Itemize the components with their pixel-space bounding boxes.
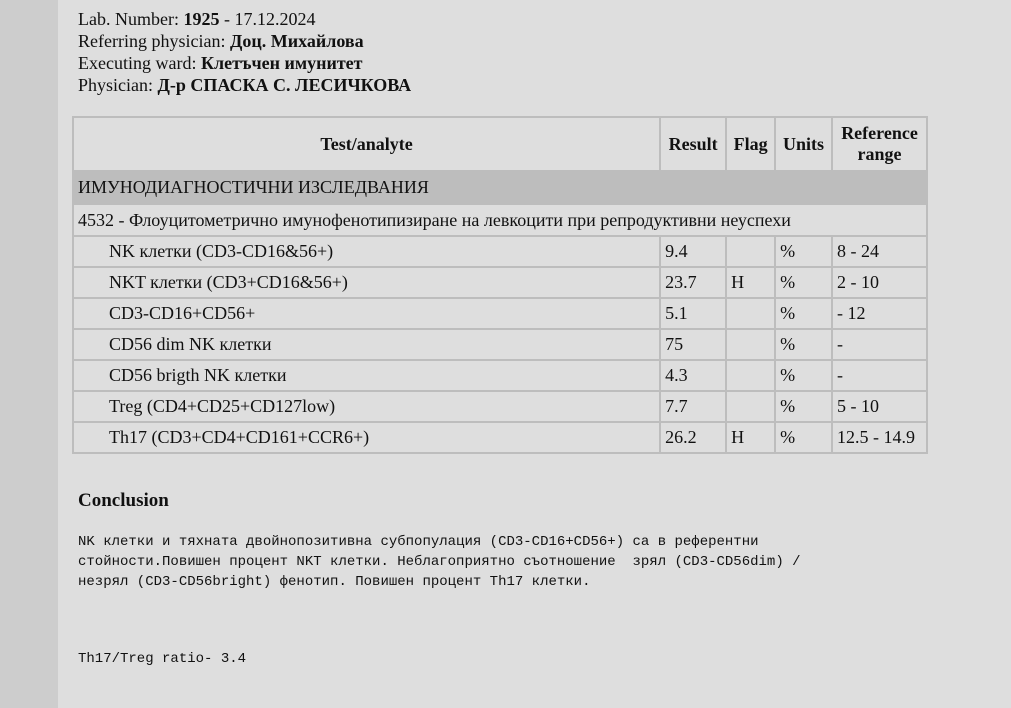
- result-value: 5.1: [660, 298, 726, 329]
- conclusion-title: Conclusion: [78, 490, 169, 511]
- physician-value: Д-р СПАСКА С. ЛЕСИЧКОВА: [157, 75, 412, 95]
- lab-number-label: Lab. Number:: [78, 9, 184, 29]
- lab-number-line: [78, 8, 411, 30]
- result-value: 9.4: [660, 236, 726, 267]
- table-row: [73, 422, 927, 453]
- lab-number-value: 1925: [183, 9, 220, 29]
- header-test: Test/analyte: [73, 117, 660, 171]
- flag-value: [726, 360, 775, 391]
- flag-value: [726, 298, 775, 329]
- conclusion-text: NK клетки и тяхната двойнопозитивна субпопулация (CD3-CD16+CD56+) са в референтни стойности.Повишен процент NKT клетки. Неблагоприятно съотношение зрял (CD3-CD56dim) / незрял (CD3-CD56bright) фенотип. Повишен процент Th17 клетки.: [78, 534, 801, 590]
- physician-line: [78, 74, 411, 96]
- reference-range-value: 5 - 10: [832, 391, 927, 422]
- flag-value: [726, 391, 775, 422]
- units-value: %: [775, 391, 832, 422]
- referring-physician-line: [78, 30, 411, 52]
- table-header-row: [73, 117, 927, 171]
- flag-value: H: [726, 267, 775, 298]
- units-value: %: [775, 422, 832, 453]
- referring-physician-label: Referring physician:: [78, 31, 230, 51]
- reference-range-value: -: [832, 329, 927, 360]
- test-name: CD3-CD16+CD56+: [73, 298, 660, 329]
- section-row: [73, 171, 927, 204]
- test-name: CD56 brigth NK клетки: [73, 360, 660, 391]
- flag-value: [726, 329, 775, 360]
- table-row: [73, 360, 927, 391]
- reference-range-value: 8 - 24: [832, 236, 927, 267]
- header-reference-line1: Reference: [841, 123, 918, 143]
- result-value: 7.7: [660, 391, 726, 422]
- table-row: [73, 267, 927, 298]
- test-name: Treg (CD4+CD25+CD127low): [73, 391, 660, 422]
- header-flag: Flag: [726, 117, 775, 171]
- units-value: %: [775, 267, 832, 298]
- section-title: ИМУНОДИАГНОСТИЧНИ ИЗСЛЕДВАНИЯ: [73, 171, 927, 204]
- reference-range-value: - 12: [832, 298, 927, 329]
- result-value: 4.3: [660, 360, 726, 391]
- results-table: [72, 116, 928, 454]
- result-value: 26.2: [660, 422, 726, 453]
- test-name: NK клетки (CD3-CD16&56+): [73, 236, 660, 267]
- table-row: [73, 329, 927, 360]
- flag-value: [726, 236, 775, 267]
- executing-ward-line: [78, 52, 411, 74]
- group-row: [73, 204, 927, 236]
- table-row: [73, 391, 927, 422]
- reference-range-value: -: [832, 360, 927, 391]
- test-name: Th17 (CD3+CD4+CD161+CCR6+): [73, 422, 660, 453]
- referring-physician-value: Доц. Михайлова: [229, 31, 364, 51]
- table-row: [73, 298, 927, 329]
- executing-ward-label: Executing ward:: [78, 53, 201, 73]
- th17-treg-ratio: Th17/Treg ratio- 3.4: [78, 651, 247, 667]
- left-margin-strip: [0, 0, 58, 708]
- group-title: 4532 - Флоуцитометрично имунофенотипизиране на левкоцити при репродуктивни неуспехи: [73, 204, 927, 236]
- header-units: Units: [775, 117, 832, 171]
- result-value: 23.7: [660, 267, 726, 298]
- report-header: [78, 8, 411, 96]
- test-name: CD56 dim NK клетки: [73, 329, 660, 360]
- reference-range-value: 2 - 10: [832, 267, 927, 298]
- result-value: 75: [660, 329, 726, 360]
- header-reference-line2: range: [857, 144, 902, 164]
- executing-ward-value: Клетъчен имунитет: [200, 53, 363, 73]
- reference-range-value: 12.5 - 14.9: [832, 422, 927, 453]
- lab-date: - 17.12.2024: [219, 9, 316, 29]
- units-value: %: [775, 360, 832, 391]
- units-value: %: [775, 329, 832, 360]
- flag-value: H: [726, 422, 775, 453]
- units-value: %: [775, 298, 832, 329]
- table-row: [73, 236, 927, 267]
- header-reference-range: [832, 117, 927, 171]
- units-value: %: [775, 236, 832, 267]
- test-name: NKT клетки (CD3+CD16&56+): [73, 267, 660, 298]
- physician-label: Physician:: [78, 75, 158, 95]
- header-result: Result: [660, 117, 726, 171]
